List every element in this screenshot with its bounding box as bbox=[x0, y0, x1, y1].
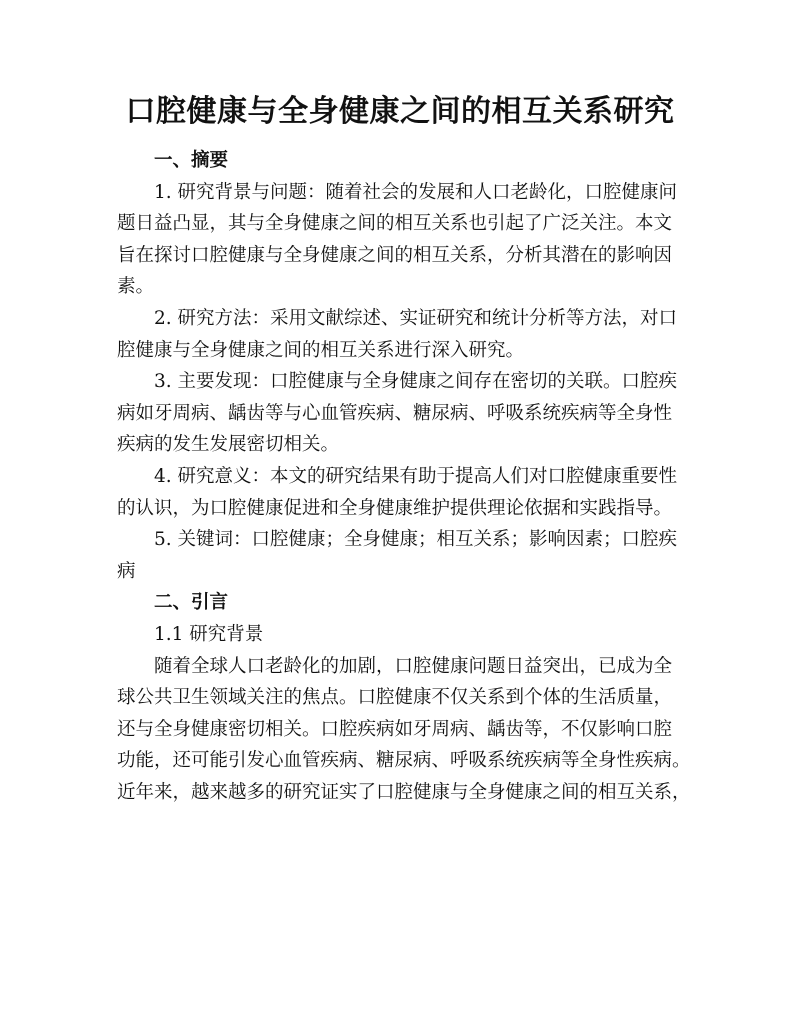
text-line: 4. 研究意义：本文的研究结果有助于提高人们对口腔健康重要性 bbox=[154, 465, 678, 487]
text-line: 疾病的发生发展密切相关。 bbox=[117, 434, 340, 456]
text-line: 2. 研究方法：采用文献综述、实证研究和统计分析等方法，对口 bbox=[154, 307, 678, 329]
text-line: 腔健康与全身健康之间的相互关系进行深入研究。 bbox=[117, 339, 525, 361]
text-line: 近年来，越来越多的研究证实了口腔健康与全身健康之间的相互关系， bbox=[117, 781, 691, 803]
text-line: 功能，还可能引发心血管疾病、糖尿病、呼吸系统疾病等全身性疾病。 bbox=[117, 750, 691, 772]
text-line: 的认识，为口腔健康促进和全身健康维护提供理论依据和实践指导。 bbox=[117, 497, 673, 519]
section-heading: 二、引言 bbox=[154, 592, 229, 614]
text-line: 1. 研究背景与问题：随着社会的发展和人口老龄化，口腔健康问 bbox=[154, 181, 678, 203]
text-line: 病如牙周病、龋齿等与心血管疾病、糖尿病、呼吸系统疾病等全身性 bbox=[117, 402, 673, 424]
text-line: 3. 主要发现：口腔健康与全身健康之间存在密切的关联。口腔疾 bbox=[154, 371, 678, 393]
text-line: 旨在探讨口腔健康与全身健康之间的相互关系，分析其潜在的影响因 bbox=[117, 244, 673, 266]
section-heading: 一、摘要 bbox=[154, 150, 229, 171]
text-line: 题日益凸显，其与全身健康之间的相互关系也引起了广泛关注。本文 bbox=[117, 213, 673, 235]
text-line: 还与全身健康密切相关。口腔疾病如牙周病、龋齿等，不仅影响口腔 bbox=[117, 718, 673, 740]
document-title: 口腔健康与全身健康之间的相互关系研究 bbox=[125, 94, 675, 129]
text-line: 球公共卫生领域关注的焦点。口腔健康不仅关系到个体的生活质量， bbox=[117, 687, 673, 709]
text-line: 5. 关键词：口腔健康；全身健康；相互关系；影响因素；口腔疾 bbox=[154, 529, 678, 551]
text-line: 1.1 研究背景 bbox=[154, 623, 264, 645]
text-line: 素。 bbox=[117, 276, 155, 298]
document-body bbox=[117, 145, 691, 808]
text-line: 病 bbox=[117, 560, 136, 582]
text-line: 随着全球人口老龄化的加剧，口腔健康问题日益突出，已成为全 bbox=[154, 655, 673, 677]
